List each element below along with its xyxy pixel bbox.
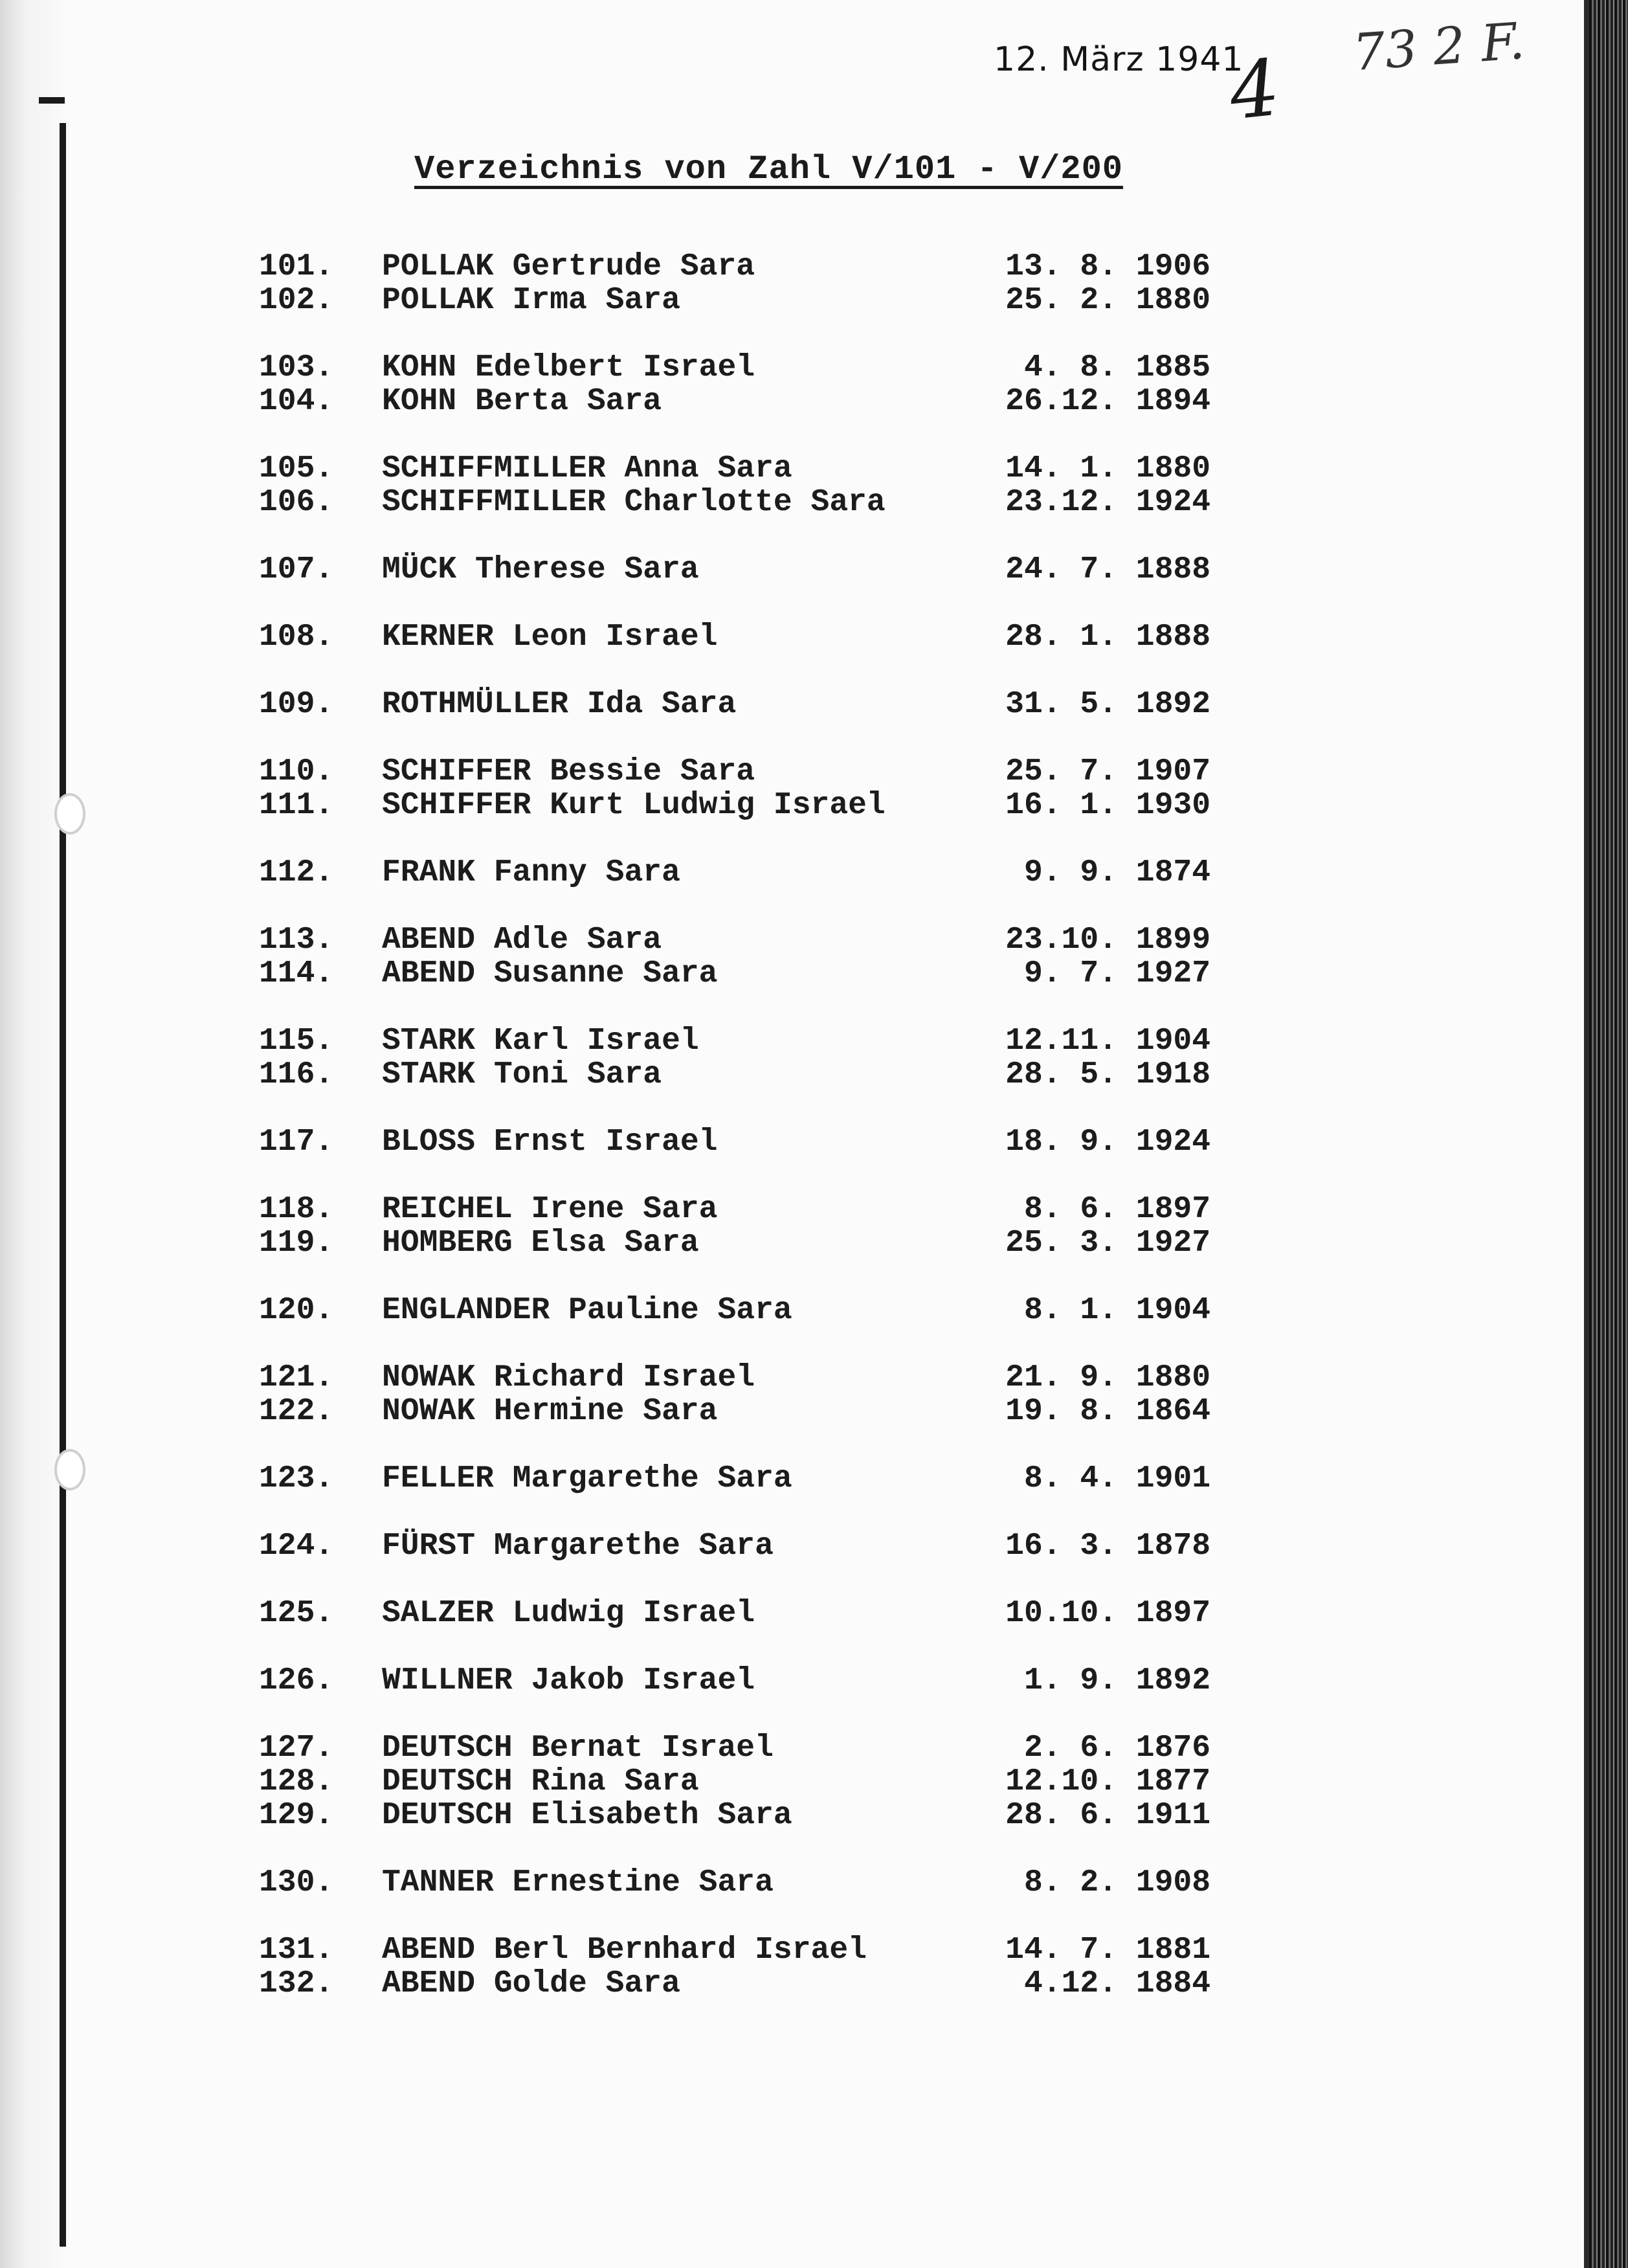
entry-row bbox=[259, 923, 1230, 956]
entry-number: 129. bbox=[259, 1798, 334, 1833]
entry-birthdate: 21. 9. 1880 bbox=[1005, 1360, 1210, 1395]
entry-birthdate: 4.12. 1884 bbox=[1023, 1966, 1210, 2001]
entry-group bbox=[259, 1192, 1230, 1259]
entry-birthdate: 25. 7. 1907 bbox=[1005, 754, 1210, 789]
entry-group bbox=[259, 552, 1230, 586]
entry-name: SCHIFFER Bessie Sara bbox=[382, 754, 755, 789]
entry-birthdate: 2. 6. 1876 bbox=[1023, 1731, 1210, 1766]
entry-row bbox=[259, 687, 1230, 721]
entry-birthdate: 31. 5. 1892 bbox=[1005, 687, 1210, 722]
entry-number: 115. bbox=[259, 1024, 334, 1059]
entry-number: 112. bbox=[259, 855, 334, 890]
entry-name: SCHIFFER Kurt Ludwig Israel bbox=[382, 788, 886, 823]
entry-birthdate: 8. 6. 1897 bbox=[1023, 1192, 1210, 1227]
entry-row bbox=[259, 350, 1230, 384]
entry-birthdate: 12.10. 1877 bbox=[1005, 1764, 1210, 1799]
entry-name: KERNER Leon Israel bbox=[382, 620, 718, 655]
entry-name: ABEND Susanne Sara bbox=[382, 956, 718, 991]
entry-number: 109. bbox=[259, 687, 334, 722]
entry-name: ABEND Berl Bernhard Israel bbox=[382, 1933, 867, 1968]
entry-row bbox=[259, 1865, 1230, 1899]
entry-row bbox=[259, 1529, 1230, 1562]
entry-name: SALZER Ludwig Israel bbox=[382, 1596, 755, 1631]
entry-birthdate: 25. 2. 1880 bbox=[1005, 283, 1210, 318]
entry-name: ABEND Golde Sara bbox=[382, 1966, 680, 2001]
entry-birthdate: 18. 9. 1924 bbox=[1005, 1125, 1210, 1160]
entry-name: POLLAK Irma Sara bbox=[382, 283, 680, 318]
entry-number: 105. bbox=[259, 451, 334, 486]
entry-group bbox=[259, 687, 1230, 721]
entry-row bbox=[259, 384, 1230, 418]
entry-number: 119. bbox=[259, 1226, 334, 1261]
punch-hole-upper bbox=[54, 793, 85, 835]
handwritten-reference: 73 2 F. bbox=[1351, 12, 1527, 83]
entry-number: 125. bbox=[259, 1596, 334, 1631]
entry-name: TANNER Ernestine Sara bbox=[382, 1865, 774, 1900]
entry-row bbox=[259, 249, 1230, 283]
entry-row bbox=[259, 1798, 1230, 1832]
entry-name: NOWAK Richard Israel bbox=[382, 1360, 755, 1395]
entry-number: 101. bbox=[259, 249, 334, 284]
entry-name: HOMBERG Elsa Sara bbox=[382, 1226, 699, 1261]
entry-number: 116. bbox=[259, 1057, 334, 1092]
entry-row bbox=[259, 1024, 1230, 1057]
entry-birthdate: 23.10. 1899 bbox=[1005, 923, 1210, 958]
entry-row bbox=[259, 485, 1230, 519]
entry-number: 117. bbox=[259, 1125, 334, 1160]
entry-group bbox=[259, 1360, 1230, 1428]
entry-row bbox=[259, 855, 1230, 889]
entry-row bbox=[259, 451, 1230, 485]
entry-group bbox=[259, 923, 1230, 990]
entry-birthdate: 4. 8. 1885 bbox=[1023, 350, 1210, 385]
entry-number: 122. bbox=[259, 1394, 334, 1429]
entry-group bbox=[259, 754, 1230, 822]
entry-birthdate: 24. 7. 1888 bbox=[1005, 552, 1210, 587]
book-spine-edges bbox=[1589, 0, 1628, 2268]
entry-number: 132. bbox=[259, 1966, 334, 2001]
entry-number: 106. bbox=[259, 485, 334, 520]
entry-row bbox=[259, 620, 1230, 653]
entry-number: 113. bbox=[259, 923, 334, 958]
entry-number: 124. bbox=[259, 1529, 334, 1564]
entry-number: 131. bbox=[259, 1933, 334, 1968]
entry-number: 103. bbox=[259, 350, 334, 385]
entry-row bbox=[259, 1933, 1230, 1966]
entry-birthdate: 14. 1. 1880 bbox=[1005, 451, 1210, 486]
entry-row bbox=[259, 1360, 1230, 1394]
entry-name: DEUTSCH Bernat Israel bbox=[382, 1731, 774, 1766]
entry-group bbox=[259, 1529, 1230, 1562]
entry-group bbox=[259, 855, 1230, 889]
entry-row bbox=[259, 283, 1230, 317]
entry-group bbox=[259, 1125, 1230, 1158]
entry-name: KOHN Edelbert Israel bbox=[382, 350, 755, 385]
entry-name: STARK Karl Israel bbox=[382, 1024, 699, 1059]
entry-row bbox=[259, 1663, 1230, 1697]
entry-birthdate: 8. 2. 1908 bbox=[1023, 1865, 1210, 1900]
entry-birthdate: 12.11. 1904 bbox=[1005, 1024, 1210, 1059]
entry-group bbox=[259, 1865, 1230, 1899]
entry-birthdate: 8. 1. 1904 bbox=[1023, 1293, 1210, 1328]
entry-row bbox=[259, 1596, 1230, 1630]
entry-row bbox=[259, 1966, 1230, 2000]
entry-row bbox=[259, 754, 1230, 788]
entry-birthdate: 26.12. 1894 bbox=[1005, 384, 1210, 419]
entry-group bbox=[259, 249, 1230, 317]
entry-group bbox=[259, 1933, 1230, 2000]
entry-row bbox=[259, 1461, 1230, 1495]
document-title: Verzeichnis von Zahl V/101 - V/200 bbox=[414, 150, 1123, 188]
entry-name: POLLAK Gertrude Sara bbox=[382, 249, 755, 284]
entry-name: ENGLANDER Pauline Sara bbox=[382, 1293, 792, 1328]
entry-birthdate: 25. 3. 1927 bbox=[1005, 1226, 1210, 1261]
entry-row bbox=[259, 1125, 1230, 1158]
entry-group bbox=[259, 1024, 1230, 1091]
entry-group bbox=[259, 1663, 1230, 1697]
entry-birthdate: 9. 9. 1874 bbox=[1023, 855, 1210, 890]
entry-group bbox=[259, 1293, 1230, 1327]
entry-birthdate: 28. 5. 1918 bbox=[1005, 1057, 1210, 1092]
date-stamp: 12. März 1941 bbox=[994, 40, 1244, 79]
entry-name: MÜCK Therese Sara bbox=[382, 552, 699, 587]
entry-name: NOWAK Hermine Sara bbox=[382, 1394, 718, 1429]
entry-group bbox=[259, 1596, 1230, 1630]
entry-name: ROTHMÜLLER Ida Sara bbox=[382, 687, 737, 722]
entry-number: 107. bbox=[259, 552, 334, 587]
entry-birthdate: 8. 4. 1901 bbox=[1023, 1461, 1210, 1496]
entry-birthdate: 23.12. 1924 bbox=[1005, 485, 1210, 520]
entry-number: 120. bbox=[259, 1293, 334, 1328]
entry-number: 114. bbox=[259, 956, 334, 991]
entry-name: SCHIFFMILLER Anna Sara bbox=[382, 451, 792, 486]
entry-number: 104. bbox=[259, 384, 334, 419]
punch-hole-lower bbox=[54, 1449, 85, 1490]
entry-name: REICHEL Irene Sara bbox=[382, 1192, 718, 1227]
entry-number: 111. bbox=[259, 788, 334, 823]
entry-name: FRANK Fanny Sara bbox=[382, 855, 680, 890]
entry-group bbox=[259, 350, 1230, 418]
entry-row bbox=[259, 1394, 1230, 1428]
entry-name: BLOSS Ernst Israel bbox=[382, 1125, 718, 1160]
entry-row bbox=[259, 788, 1230, 822]
entry-number: 127. bbox=[259, 1731, 334, 1766]
entry-birthdate: 1. 9. 1892 bbox=[1023, 1663, 1210, 1698]
entry-number: 121. bbox=[259, 1360, 334, 1395]
entry-row bbox=[259, 1226, 1230, 1259]
entry-name: FÜRST Margarethe Sara bbox=[382, 1529, 774, 1564]
entry-name: DEUTSCH Elisabeth Sara bbox=[382, 1798, 792, 1833]
entry-row bbox=[259, 1764, 1230, 1798]
entry-group bbox=[259, 620, 1230, 653]
entry-number: 130. bbox=[259, 1865, 334, 1900]
entry-number: 118. bbox=[259, 1192, 334, 1227]
entry-name: FELLER Margarethe Sara bbox=[382, 1461, 792, 1496]
entry-birthdate: 14. 7. 1881 bbox=[1005, 1933, 1210, 1968]
entry-number: 102. bbox=[259, 283, 334, 318]
entry-number: 128. bbox=[259, 1764, 334, 1799]
page-edge-shadow bbox=[1584, 0, 1589, 2268]
entry-list bbox=[259, 249, 1230, 2034]
entry-row bbox=[259, 1731, 1230, 1764]
entry-row bbox=[259, 956, 1230, 990]
entry-name: DEUTSCH Rina Sara bbox=[382, 1764, 699, 1799]
entry-row bbox=[259, 1293, 1230, 1327]
binder-line bbox=[60, 123, 66, 2247]
entry-birthdate: 16. 1. 1930 bbox=[1005, 788, 1210, 823]
entry-birthdate: 10.10. 1897 bbox=[1005, 1596, 1210, 1631]
handwritten-page-number: 4 bbox=[1225, 43, 1284, 138]
binder-line-top bbox=[39, 97, 65, 104]
entry-birthdate: 13. 8. 1906 bbox=[1005, 249, 1210, 284]
entry-number: 123. bbox=[259, 1461, 334, 1496]
entry-name: ABEND Adle Sara bbox=[382, 923, 662, 958]
entry-name: WILLNER Jakob Israel bbox=[382, 1663, 755, 1698]
entry-group bbox=[259, 1731, 1230, 1832]
entry-number: 108. bbox=[259, 620, 334, 655]
entry-name: KOHN Berta Sara bbox=[382, 384, 662, 419]
entry-birthdate: 19. 8. 1864 bbox=[1005, 1394, 1210, 1429]
entry-row bbox=[259, 1192, 1230, 1226]
entry-birthdate: 9. 7. 1927 bbox=[1023, 956, 1210, 991]
entry-name: SCHIFFMILLER Charlotte Sara bbox=[382, 485, 886, 520]
entry-row bbox=[259, 1057, 1230, 1091]
entry-birthdate: 28. 6. 1911 bbox=[1005, 1798, 1210, 1833]
entry-group bbox=[259, 451, 1230, 519]
entry-birthdate: 16. 3. 1878 bbox=[1005, 1529, 1210, 1564]
entry-number: 110. bbox=[259, 754, 334, 789]
entry-row bbox=[259, 552, 1230, 586]
entry-group bbox=[259, 1461, 1230, 1495]
entry-birthdate: 28. 1. 1888 bbox=[1005, 620, 1210, 655]
entry-name: STARK Toni Sara bbox=[382, 1057, 662, 1092]
entry-number: 126. bbox=[259, 1663, 334, 1698]
